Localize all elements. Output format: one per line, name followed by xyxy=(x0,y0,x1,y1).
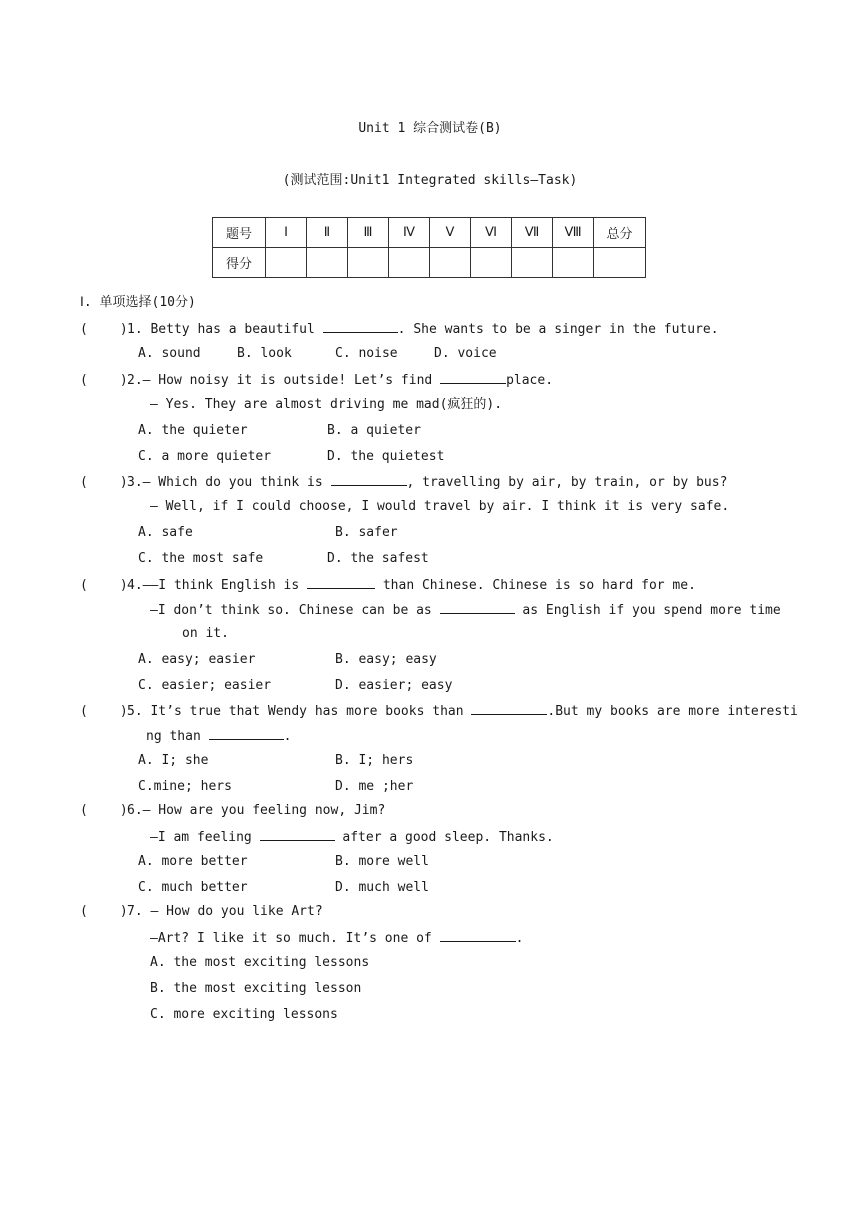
option[interactable]: C. more exciting lessons xyxy=(150,1007,338,1022)
blank[interactable] xyxy=(440,928,516,942)
score-table-score-row xyxy=(213,248,646,278)
answer-paren-close: ) xyxy=(119,803,128,818)
question-text: —Art? I like it so much. It’s one of xyxy=(150,931,440,946)
score-table-header-row xyxy=(213,218,646,248)
option[interactable]: D. much well xyxy=(335,880,429,895)
question-text: place. xyxy=(506,373,554,388)
question-text: 3.— Which do you think is xyxy=(127,475,331,490)
question-text: after a good sleep. Thanks. xyxy=(334,830,554,845)
question-line xyxy=(150,928,523,948)
question-3 xyxy=(80,472,727,492)
option[interactable]: B. easy; easy xyxy=(335,652,437,667)
answer-paren-open: ( xyxy=(80,803,88,818)
question-text: 4.——I think English is xyxy=(127,578,308,593)
score-row-label: 得分 xyxy=(213,248,266,278)
section-title: Ⅰ. 单项选择(10分) xyxy=(80,295,196,310)
question-text: than Chinese. Chinese is so hard for me. xyxy=(375,578,696,593)
question-text: 2.— How noisy it is outside! Let’s find xyxy=(127,373,441,388)
option[interactable]: A. I; she xyxy=(138,753,209,768)
answer-paren-close: ) xyxy=(119,578,128,593)
question-text: as English if you spend more time xyxy=(514,603,781,618)
score-header-cell: Ⅲ xyxy=(348,218,389,248)
option[interactable]: D. the quietest xyxy=(327,449,445,464)
question-text: .But my books are more interesti xyxy=(547,704,798,719)
option[interactable]: B. more well xyxy=(335,854,429,869)
answer-paren-open: ( xyxy=(80,322,88,337)
question-text: . xyxy=(515,931,524,946)
question-line: — Well, if I could choose, I would travel by air. I think it is very safe. xyxy=(150,499,730,514)
question-text: —I don’t think so. Chinese can be as xyxy=(150,603,440,618)
option[interactable]: A. sound xyxy=(138,346,201,361)
page-title: Unit 1 综合测试卷(B) xyxy=(358,121,502,136)
blank[interactable] xyxy=(440,370,506,384)
question-6 xyxy=(80,802,385,820)
option[interactable]: D. the safest xyxy=(327,551,429,566)
option[interactable]: C. the most safe xyxy=(138,551,264,566)
question-4 xyxy=(80,575,696,595)
option[interactable]: A. the most exciting lessons xyxy=(150,955,370,970)
score-cell[interactable] xyxy=(553,248,594,278)
score-cell[interactable] xyxy=(430,248,471,278)
answer-paren-open: ( xyxy=(80,704,88,719)
answer-paren-close: ) xyxy=(119,475,128,490)
option[interactable]: C. much better xyxy=(138,880,248,895)
question-line xyxy=(146,726,291,746)
question-line: on it. xyxy=(182,626,229,641)
question-line xyxy=(150,600,781,620)
score-cell[interactable] xyxy=(348,248,389,278)
option[interactable]: A. safe xyxy=(138,525,193,540)
option[interactable]: D. easier; easy xyxy=(335,678,453,693)
blank[interactable] xyxy=(331,472,407,486)
blank[interactable] xyxy=(307,575,375,589)
score-cell[interactable] xyxy=(512,248,553,278)
question-text: . xyxy=(283,729,292,744)
score-header-cell: Ⅷ xyxy=(553,218,594,248)
score-cell[interactable] xyxy=(266,248,307,278)
option[interactable]: C. easier; easier xyxy=(138,678,272,693)
question-text: 7. — How do you like Art? xyxy=(127,904,323,919)
question-text: ng than xyxy=(146,729,209,744)
option[interactable]: C.mine; hers xyxy=(138,779,232,794)
option[interactable]: D. voice xyxy=(434,346,497,361)
score-header-cell: Ⅵ xyxy=(471,218,512,248)
question-text: 1. Betty has a beautiful xyxy=(127,322,323,337)
question-text: , travelling by air, by train, or by bus? xyxy=(406,475,728,490)
question-text: 6.— How are you feeling now, Jim? xyxy=(127,803,386,818)
question-5 xyxy=(80,701,798,721)
score-header-cell: 题号 xyxy=(213,218,266,248)
blank[interactable] xyxy=(440,600,515,614)
option[interactable]: C. a more quieter xyxy=(138,449,272,464)
question-text: —I am feeling xyxy=(150,830,260,845)
score-header-cell: 总分 xyxy=(594,218,646,248)
score-cell[interactable] xyxy=(471,248,512,278)
score-header-cell: Ⅰ xyxy=(266,218,307,248)
answer-paren-close: ) xyxy=(119,322,128,337)
option[interactable]: C. noise xyxy=(335,346,398,361)
question-line xyxy=(150,827,554,847)
score-cell[interactable] xyxy=(307,248,348,278)
option[interactable]: D. me ;her xyxy=(335,779,414,794)
score-cell[interactable] xyxy=(389,248,430,278)
question-1 xyxy=(80,319,719,339)
option[interactable]: B. look xyxy=(237,346,292,361)
question-line: — Yes. They are almost driving me mad(疯狂的). xyxy=(150,397,503,412)
option[interactable]: B. I; hers xyxy=(335,753,414,768)
option[interactable]: B. a quieter xyxy=(327,423,421,438)
score-header-cell: Ⅳ xyxy=(389,218,430,248)
score-cell[interactable] xyxy=(594,248,646,278)
answer-paren-open: ( xyxy=(80,475,88,490)
option[interactable]: A. easy; easier xyxy=(138,652,256,667)
answer-paren-close: ) xyxy=(119,904,128,919)
page-subtitle: (测试范围:Unit1 Integrated skills—Task) xyxy=(282,173,578,188)
question-text: 5. It’s true that Wendy has more books than xyxy=(127,704,472,719)
blank[interactable] xyxy=(260,827,335,841)
question-text: . She wants to be a singer in the future. xyxy=(397,322,719,337)
option[interactable]: A. more better xyxy=(138,854,248,869)
blank[interactable] xyxy=(323,319,398,333)
score-header-cell: Ⅶ xyxy=(512,218,553,248)
answer-paren-open: ( xyxy=(80,578,88,593)
score-header-cell: Ⅴ xyxy=(430,218,471,248)
answer-paren-open: ( xyxy=(80,904,88,919)
score-table xyxy=(212,217,646,278)
question-7 xyxy=(80,903,323,921)
answer-paren-close: ) xyxy=(119,704,128,719)
answer-paren-open: ( xyxy=(80,373,88,388)
question-2 xyxy=(80,370,553,390)
score-header-cell: Ⅱ xyxy=(307,218,348,248)
option[interactable]: A. the quieter xyxy=(138,423,248,438)
blank[interactable] xyxy=(209,726,284,740)
option[interactable]: B. safer xyxy=(335,525,398,540)
blank[interactable] xyxy=(471,701,547,715)
option[interactable]: B. the most exciting lesson xyxy=(150,981,362,996)
answer-paren-close: ) xyxy=(119,373,128,388)
